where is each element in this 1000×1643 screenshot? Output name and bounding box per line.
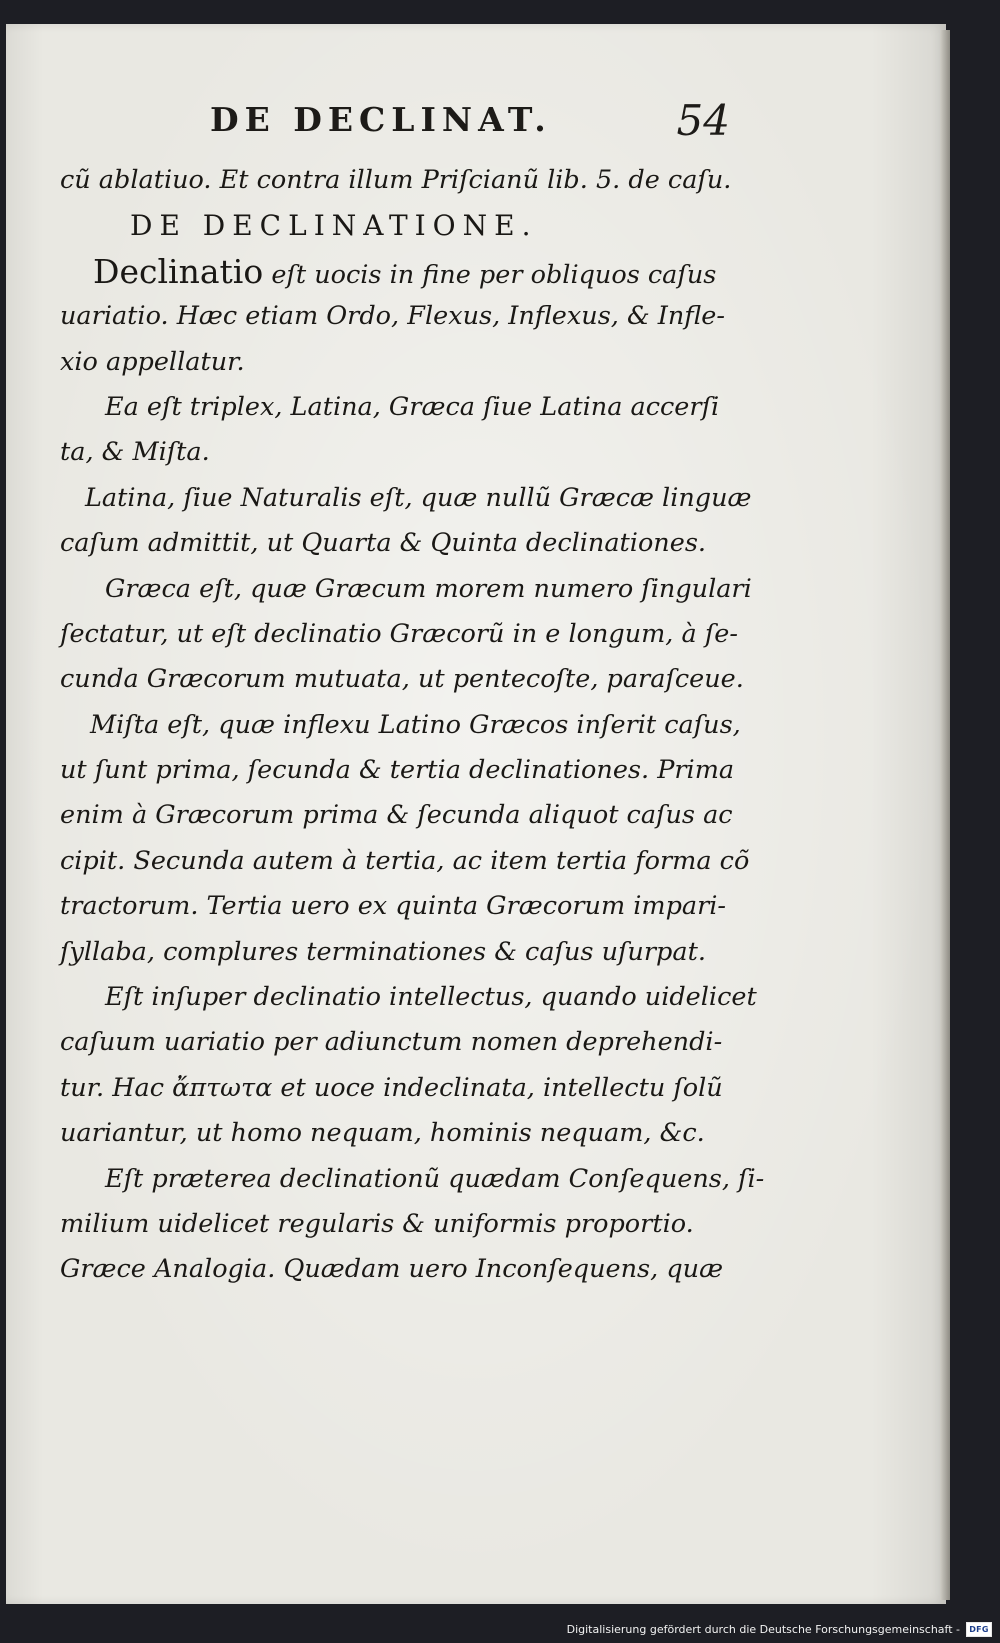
text-line: ut ſunt prima, ſecunda & tertia declinationes. Prima — [60, 755, 735, 786]
section-heading: DE DECLINATIONE. — [130, 209, 538, 243]
body-text — [60, 158, 765, 1293]
lead-word: Declinatio — [93, 251, 264, 291]
text-line: cũ ablatiuo. Et contra illum Priſcianũ lib. 5. de caſu. — [60, 165, 732, 195]
text-line: Miſta eſt, quæ inflexu Latino Græcos inſerit caſus, — [90, 709, 741, 740]
text-line: tractorum. Tertia uero ex quinta Græcorum impari- — [60, 891, 727, 922]
text-line: ta, & Miſta. — [60, 437, 210, 468]
page-number: 54 — [676, 96, 730, 145]
text-line: Ea eſt triplex, Latina, Græca ſiue Latina accerſi — [105, 391, 720, 422]
text-line: ſectatur, ut eſt declinatio Græcorũ in e longum, à ſe- — [60, 618, 738, 649]
text-line: Eſt inſuper declinatio intellectus, quando uidelicet — [105, 982, 757, 1013]
dfg-logo: DFG — [966, 1622, 992, 1637]
text-line: milium uidelicet regularis & uniformis proportio. — [60, 1208, 694, 1239]
page-edge — [940, 30, 950, 1600]
text-line: enim à Græcorum prima & ſecunda aliquot caſus ac — [60, 800, 733, 831]
text-line: uariantur, ut homo nequam, hominis nequam, &c. — [60, 1118, 705, 1149]
text-line: cipit. Secunda autem à tertia, ac item tertia forma cõ — [60, 845, 750, 876]
text-line: Græca eſt, quæ Græcum morem numero ſingulari — [105, 573, 752, 604]
text-line-rest: eſt uocis in fine per obliquos caſus — [271, 259, 717, 290]
text-line — [60, 249, 740, 294]
text-line: Græce Analogia. Quædam uero Inconſequens, quæ — [60, 1254, 724, 1285]
text-line: Eſt præterea declinationũ quædam Conſequens, ſi- — [105, 1163, 765, 1194]
text-line: ſyllaba, complures terminationes & caſus uſurpat. — [60, 936, 706, 967]
text-line: xio appellatur. — [60, 346, 245, 377]
text-line: cunda Græcorum mutuata, ut pentecoſte, paraſceue. — [60, 664, 744, 695]
text-line: tur. Hac ἄπτωτα et uoce indeclinata, intellectu ſolũ — [60, 1072, 723, 1103]
credit-text: Digitalisierung gefördert durch die Deutsche Forschungsgemeinschaft - — [566, 1622, 960, 1636]
text-line: caſuum uariatio per adiunctum nomen deprehendi- — [60, 1027, 723, 1058]
digitization-credit — [567, 1619, 992, 1639]
page-header — [210, 96, 730, 156]
text-line: Latina, ſiue Naturalis eſt, quæ nullũ Græcæ linguæ — [85, 482, 752, 513]
text-line: caſum admittit, ut Quarta & Quinta declinationes. — [60, 528, 707, 559]
text-line: uariatio. Hæc etiam Ordo, Flexus, Inflexus, & Infle- — [60, 301, 726, 332]
running-title: DE DECLINAT. — [210, 100, 552, 139]
